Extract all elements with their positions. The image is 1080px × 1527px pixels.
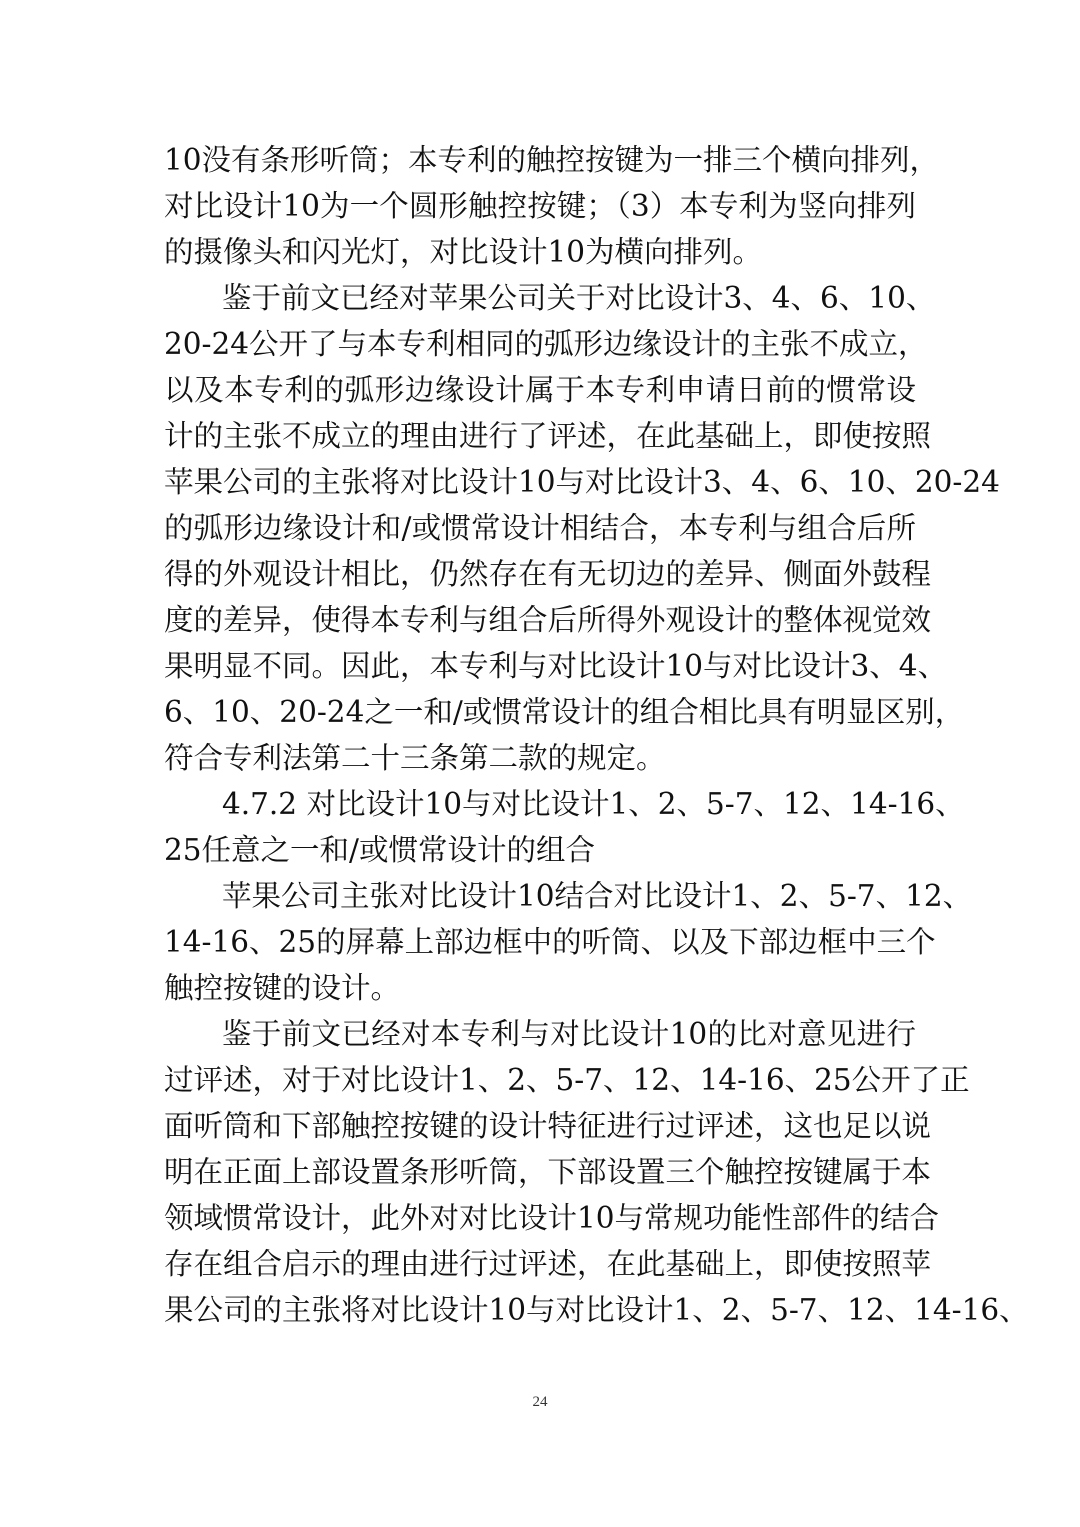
text-line: 的摄像头和闪光灯，对比设计10为横向排列。 <box>164 235 763 269</box>
text-line: 果明显不同。因此，本专利与对比设计10与对比设计3、4、 <box>164 649 948 683</box>
text-line: 存在组合启示的理由进行过评述，在此基础上，即使按照苹 <box>164 1247 932 1281</box>
text-line: 领域惯常设计，此外对对比设计10与常规功能性部件的结合 <box>164 1201 940 1235</box>
text-line: 对比设计10为一个圆形触控按键；（3）本专利为竖向排列 <box>164 189 916 223</box>
text-line: 以及本专利的弧形边缘设计属于本专利申请日前的惯常设 <box>164 373 916 407</box>
text-line: 苹果公司的主张将对比设计10与对比设计3、4、6、10、20-24 <box>164 465 1000 499</box>
text-line: 鉴于前文已经对本专利与对比设计10的比对意见进行 <box>222 1017 916 1051</box>
text-line: 14-16、25的屏幕上部边框中的听筒、以及下部边框中三个 <box>164 925 936 959</box>
page-number: 24 <box>532 1394 548 1410</box>
text-line: 计的主张不成立的理由进行了评述，在此基础上，即使按照 <box>164 419 932 453</box>
text-line: 过评述，对于对比设计1、2、5-7、12、14-16、25公开了正 <box>164 1063 970 1097</box>
text-line: 鉴于前文已经对苹果公司关于对比设计3、4、6、10、 <box>222 281 936 315</box>
text-line: 果公司的主张将对比设计10与对比设计1、2、5-7、12、14-16、 <box>164 1293 1029 1327</box>
text-line: 得的外观设计相比，仍然存在有无切边的差异、侧面外鼓程 <box>164 557 932 591</box>
text-line: 的弧形边缘设计和/或惯常设计相结合，本专利与组合后所 <box>164 511 916 545</box>
text-line: 苹果公司主张对比设计10结合对比设计1、2、5-7、12、 <box>222 879 973 913</box>
text-line: 触控按键的设计。 <box>164 971 401 1005</box>
section-heading: 4.7.2 对比设计10与对比设计1、2、5-7、12、14-16、 <box>222 787 965 821</box>
text-line: 面听筒和下部触控按键的设计特征进行过评述，这也足以说 <box>164 1109 932 1143</box>
text-line: 符合专利法第二十三条第二款的规定。 <box>164 741 666 775</box>
section-heading: 25任意之一和/或惯常设计的组合 <box>164 833 595 867</box>
text-line: 10没有条形听筒；本专利的触控按键为一排三个横向排列， <box>164 143 940 177</box>
text-line: 度的差异，使得本专利与组合后所得外观设计的整体视觉效 <box>164 603 932 637</box>
text-line: 6、10、20-24之一和/或惯常设计的组合相比具有明显区别， <box>164 695 965 729</box>
text-line: 明在正面上部设置条形听筒，下部设置三个触控按键属于本 <box>164 1155 932 1189</box>
text-line: 20-24公开了与本专利相同的弧形边缘设计的主张不成立， <box>164 327 928 361</box>
